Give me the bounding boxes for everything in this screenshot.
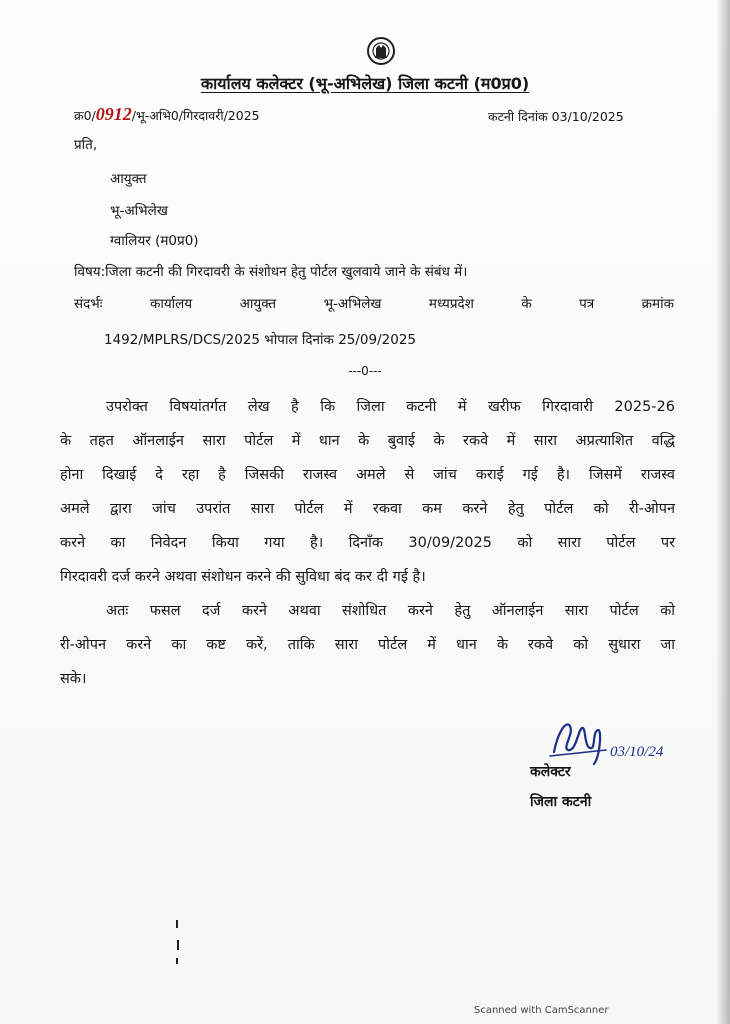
scan-speck <box>177 940 179 950</box>
office-title: कार्यालय कलेक्टर (भू-अभिलेख) जिला कटनी (म0प्र0) <box>200 74 530 93</box>
letter-date: कटनी दिनांक 03/10/2025 <box>488 109 624 124</box>
scan-speck <box>176 958 178 964</box>
context-line-1: संदर्भः कार्यालय आयुक्त भू-अभिलेख मध्यप्रदेश के पत्र क्रमांक <box>74 296 674 312</box>
designation: कलेक्टर <box>530 764 571 780</box>
reference-prefix: क्र0/ <box>74 108 96 123</box>
scan-speck <box>176 920 178 928</box>
paragraph-line: अतः फसल दर्ज करने अथवा संशोधित करने हेतु ऑनलाईन सारा पोर्टल को <box>106 603 675 619</box>
recipient-line-2: भू-अभिलेख <box>110 203 168 219</box>
paragraph-line: री-ओपन करने का कष्ट करें, ताकि सारा पोर्टल में धान के रकवे को सुधारा जा <box>60 637 675 653</box>
paragraph-line: करने का निवेदन किया गया है। दिनाँक 30/09/2025 को सारा पोर्टल पर <box>60 535 675 551</box>
body-paragraph-2 <box>60 594 675 696</box>
paragraph-line: सके। <box>60 671 87 687</box>
subject-line: विषय:जिला कटनी की गिरदावरी के संशोधन हेतु पोर्टल खुलवाये जाने के संबंध में। <box>74 264 468 280</box>
scanner-watermark: Scanned with CamScanner <box>474 1005 609 1016</box>
context-line-2: 1492/MPLRS/DCS/2025 भोपाल दिनांक 25/09/2025 <box>104 332 417 348</box>
to-label: प्रति, <box>74 137 98 153</box>
recipient-line-1: आयुक्त <box>110 171 147 187</box>
paragraph-line: उपरोक्त विषयांतर्गत लेख है कि जिला कटनी में खरीफ गिरदावारी 2025-26 <box>106 399 675 415</box>
office-header <box>0 72 730 94</box>
paragraph-line: के तहत ऑनलाईन सारा पोर्टल में धान के बुवाई के रकवे में सारा अप्रत्याशित वद्धि <box>60 433 675 449</box>
paragraph-line: होना दिखाई दे रहा है जिसकी राजस्व अमले से जांच कराई गई है। जिसमें राजस्व <box>60 467 675 483</box>
reference-line <box>74 104 260 125</box>
signature-date: 03/10/24 <box>610 744 664 760</box>
paragraph-line: गिरदावरी दर्ज करने अथवा संशोधन करने की सुविधा बंद कर दी गई है। <box>60 569 426 585</box>
reference-suffix: /भू-अभि0/गिरदावरी/2025 <box>131 108 260 123</box>
separator: ---0--- <box>348 364 382 378</box>
paragraph-line: अमले द्वारा जांच उपरांत सारा पोर्टल में रकवा कम करने हेतु पोर्टल को री-ओपन <box>60 501 675 517</box>
district-name: जिला कटनी <box>530 794 592 810</box>
page-edge-shadow <box>716 0 730 1024</box>
recipient-line-3: ग्वालियर (म0प्र0) <box>110 233 199 249</box>
body-paragraph-1 <box>60 390 675 594</box>
emblem-seal-icon <box>366 36 396 66</box>
reference-number: 0912 <box>95 104 132 124</box>
